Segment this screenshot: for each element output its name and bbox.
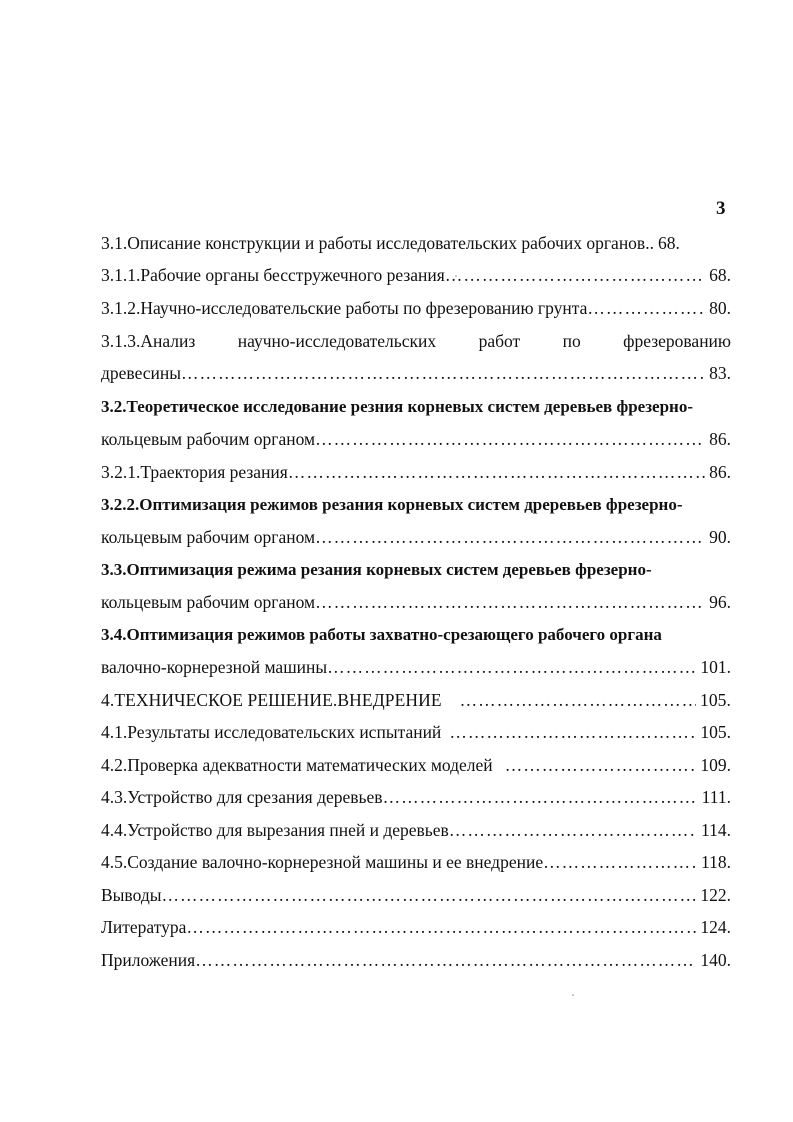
toc-entry-title: 3.4.Оптимизация режимов работы захватно-срезающего рабочего органа: [101, 625, 662, 644]
toc-entry-title: 4.5.Создание валочно-корнерезной машины и ее внедрение: [101, 852, 544, 872]
toc-entry-page: 109.: [700, 755, 731, 775]
toc-entry-3-2-2-cont: [101, 526, 731, 548]
toc-leader-dots: [587, 297, 705, 319]
toc-entry-3-2-1: [101, 461, 731, 483]
toc-leader-dots: [315, 591, 705, 613]
toc-entry-title: 3.2.1.Траектория резания: [101, 462, 288, 482]
toc-entry-page: 86.: [709, 429, 731, 449]
toc-entry-4-5: [101, 851, 731, 873]
toc-entry-3-4-cont: [101, 656, 731, 678]
toc-entry-page: 68.: [709, 265, 731, 285]
toc-entry-title: 4.ТЕХНИЧЕСКОЕ РЕШЕНИЕ.ВНЕДРЕНИЕ: [101, 690, 442, 710]
toc-entry-page: 86.: [709, 462, 731, 482]
toc-entry-title: 3.1.1.Рабочие органы бесстружечного резания: [101, 265, 445, 285]
toc-entry-3-2-2: [101, 494, 731, 516]
toc-entry-3-2-cont: [101, 428, 731, 450]
toc-entry-title: Литература: [101, 917, 187, 937]
toc-leader-dots: [445, 264, 705, 286]
scan-speck: [572, 994, 574, 996]
toc-entry-title: кольцевым рабочим органом: [101, 429, 316, 449]
toc-entry-4-3: [101, 786, 731, 808]
toc-leader-dots: [315, 428, 705, 450]
page-number: 3: [716, 198, 726, 219]
toc-entry-page: 96.: [709, 592, 731, 612]
toc-leader-dots: [161, 884, 696, 906]
toc-leader-dots: [383, 786, 698, 808]
toc-entry-page: 118.: [701, 852, 731, 872]
scan-speck: [455, 275, 457, 277]
toc-entry-title: 4.1.Результаты исследовательских испытаний: [101, 722, 442, 742]
toc-entry-page: 140.: [700, 950, 731, 970]
toc-entry-conclusions: [101, 884, 731, 906]
toc-entry-page: 114.: [701, 820, 731, 840]
toc-leader-dots: [441, 721, 696, 743]
toc-entry-page: 90.: [709, 527, 731, 547]
toc-entry-page: 122.: [700, 885, 731, 905]
toc-leader-dots: [493, 754, 697, 776]
toc-entry-title: 3.2.Теоретическое исследование резния корневых систем деревьев фрезерно-: [101, 397, 694, 416]
toc-leader-dots: [543, 851, 697, 873]
toc-entry-title: валочно-корнерезной машины: [101, 657, 328, 677]
toc-entry-title: Выводы: [101, 885, 162, 905]
toc-entry-4: [101, 689, 731, 711]
toc-entry-3-1-3-cont: [101, 362, 731, 384]
toc-entry-literature: [101, 916, 731, 938]
toc-entry-3-1: [101, 232, 731, 254]
toc-entry-title: кольцевым рабочим органом: [101, 527, 316, 547]
toc-leader-dots: [288, 461, 705, 483]
toc-entry-title: 4.3.Устройство для срезания деревьев: [101, 787, 383, 807]
toc-entry-3-1-1: [101, 264, 731, 286]
toc-entry-4-1: [101, 721, 731, 743]
toc-entry-3-2: [101, 396, 731, 418]
toc-entry-4-2: [101, 754, 731, 776]
toc-entry-3-1-3: [101, 330, 731, 352]
toc-word: научно-исследовательских: [237, 331, 437, 351]
toc-entry-title: кольцевым рабочим органом: [101, 592, 316, 612]
toc-entry-page: 111.: [701, 787, 731, 807]
toc-leader-dots: [449, 819, 697, 841]
toc-entry-page: 105.: [700, 722, 731, 742]
toc-entry-page: 68.: [657, 233, 680, 253]
toc-entry-4-4: [101, 819, 731, 841]
toc-leader-dots: [195, 949, 696, 971]
toc-entry-3-3-cont: [101, 591, 731, 613]
toc-entry-title: 3.1.Описание конструкции и работы исследовательских рабочих органов..: [101, 233, 654, 253]
toc-entry-3-3: [101, 559, 731, 581]
toc-entry-appendices: [101, 949, 731, 971]
toc-word: работ: [478, 331, 521, 351]
toc-entry-title: 3.1.2.Научно-исследовательские работы по фрезерованию грунта: [101, 298, 588, 318]
toc-leader-dots: [315, 526, 705, 548]
toc-leader-dots: [186, 916, 696, 938]
toc-entry-3-1-2: [101, 297, 731, 319]
toc-leader-dots: [442, 689, 696, 711]
toc-entry-title: 3.2.2.Оптимизация режимов резания корневых систем дреревьев фрезерно-: [101, 495, 683, 514]
toc-leader-dots: [181, 362, 705, 384]
toc-entry-3-4: [101, 624, 731, 646]
toc-entry-title: 4.4.Устройство для вырезания пней и деревьев: [101, 820, 449, 840]
toc-leader-dots: [327, 656, 696, 678]
toc-entry-title: древесины: [101, 363, 182, 383]
toc-entry-page: 105.: [699, 690, 731, 710]
toc-word: 3.1.3.Анализ: [101, 331, 196, 351]
toc-entry-page: 83.: [709, 363, 731, 383]
toc-word: по: [562, 331, 581, 351]
toc-entry-page: 101.: [700, 657, 731, 677]
toc-word: фрезерованию: [623, 331, 731, 351]
toc-entry-page: 80.: [709, 298, 731, 318]
toc-entry-title: 4.2.Проверка адекватности математических моделей: [101, 755, 493, 775]
toc-entry-title: 3.3.Оптимизация режима резания корневых систем деревьев фрезерно-: [101, 560, 652, 579]
toc-entry-title: Приложения: [101, 950, 196, 970]
toc-entry-page: 124.: [700, 917, 731, 937]
